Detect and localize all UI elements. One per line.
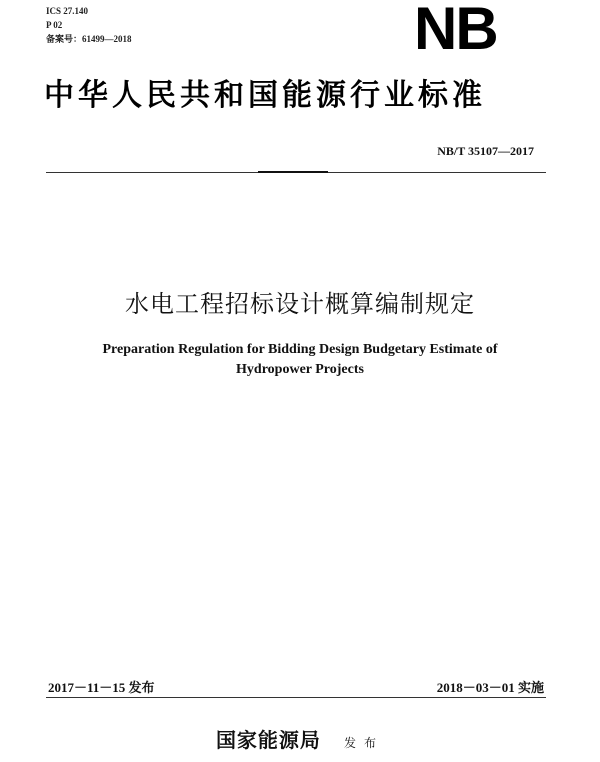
implementation-date: 2018－03－01 实施 <box>436 680 544 695</box>
standard-title: 中华人民共和国能源行业标准 <box>44 78 486 113</box>
document-title-english <box>40 340 560 380</box>
publisher-release-label: 发布 <box>344 736 385 750</box>
top-divider-accent <box>258 171 328 173</box>
english-title-line-2: Hydropower Projects <box>236 362 364 377</box>
ics-code: ICS 27.140 <box>46 6 89 16</box>
nb-logo: NB <box>414 0 497 62</box>
bottom-divider <box>46 697 546 698</box>
english-title-line-1: Preparation Regulation for Bidding Design Budgetary Estimate of <box>102 342 498 357</box>
category-code: P 02 <box>46 20 63 30</box>
standard-code: NB/T 35107—2017 <box>437 144 534 158</box>
document-title-chinese: 水电工程招标设计概算编制规定 <box>125 290 475 318</box>
publisher <box>0 724 600 753</box>
issue-date: 2017－11－15 发布 <box>48 680 155 695</box>
meta-block <box>46 4 132 46</box>
publisher-org: 国家能源局 <box>215 728 321 752</box>
filing-number: 备案号：61499—2018 <box>46 34 132 44</box>
